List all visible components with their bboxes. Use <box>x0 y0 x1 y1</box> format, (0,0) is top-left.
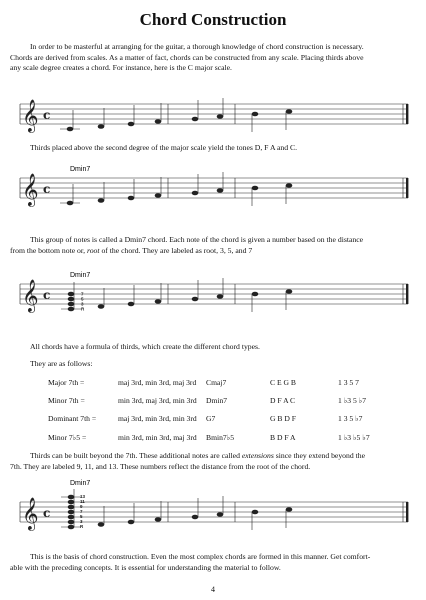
treble-clef-icon: 𝄞 <box>22 99 39 132</box>
interval-label: R <box>80 524 84 529</box>
intro-line-3: any scale degree creates a chord. For instance, here is the C major scale. <box>10 63 232 72</box>
scale-notes <box>98 496 293 530</box>
thirds-paragraph: Thirds placed above the second degree of the major scale yield the tones D, F A and C. <box>30 143 298 152</box>
scale-degrees: 1 3 5 7 <box>338 378 359 387</box>
chord-symbol: Dmin7 <box>206 396 228 405</box>
conclusion-line-1: This is the basis of chord construction. Even the most complex chords are formed in this manner. Get comfort- <box>30 552 371 561</box>
chord-type: Major 7th = <box>48 378 85 387</box>
chord-label-dmin7: Dmin7 <box>70 166 91 173</box>
staff-lines <box>20 178 408 198</box>
extensions-line-1 <box>30 451 365 460</box>
staff-dmin7-stacked <box>18 162 410 208</box>
interval-label: 11 <box>80 499 85 504</box>
dmin7-line-2 <box>10 246 252 255</box>
scale-degrees: 1 ♭3 5 ♭7 <box>338 396 367 405</box>
scale-notes <box>60 172 292 206</box>
intro-line-2: Chords are derived from scales. As a matter of fact, chords can be constructed from any scale. Placing thirds above <box>10 52 364 62</box>
common-time-icon: c <box>43 288 51 302</box>
interval-label: 9 <box>80 504 83 509</box>
thirds-formula: maj 3rd, min 3rd, min 3rd <box>118 414 197 423</box>
chord-notes: G B D F <box>270 414 296 423</box>
extensions-line-2: 7th. They are labeled 9, 11, and 13. These numbers reflect the distance from the root of the chord. <box>10 461 311 471</box>
interval-label: 3 <box>80 519 83 524</box>
interval-label: 13 <box>80 494 86 499</box>
chord-symbol: G7 <box>206 414 216 423</box>
chord-symbol: Cmaj7 <box>206 378 227 387</box>
scale-notes <box>60 98 292 132</box>
note-f <box>155 119 162 124</box>
chord-label-dmin7: Dmin7 <box>70 272 91 279</box>
common-time-icon: c <box>43 506 51 520</box>
chord-symbol: Bmin7♭5 <box>206 433 235 442</box>
page-number: 4 <box>211 585 215 594</box>
staff-lines <box>20 104 408 124</box>
chord-type: Minor 7♭5 = <box>48 433 87 442</box>
staff-dmin7-extensions <box>18 476 410 532</box>
thirds-formula: min 3rd, min 3rd, maj 3rd <box>118 433 197 442</box>
intro-line-1: In order to be masterful at arranging for the guitar, a thorough knowledge of chord construction is necessary. <box>30 42 364 51</box>
note-g <box>192 117 199 122</box>
scale-degrees: 1 3 5 ♭7 <box>338 414 363 423</box>
staff-lines <box>20 284 408 304</box>
chord-stack-dmin7 <box>61 282 81 311</box>
extensions-paragraph <box>10 451 414 472</box>
extensions-line-1a: Thirds can be built beyond the 7th. These additional notes are called <box>30 451 242 460</box>
interval-label: 5 <box>80 514 83 519</box>
treble-clef-icon: 𝄞 <box>22 173 39 206</box>
dmin7-line-2a: from the bottom note or, <box>10 245 87 255</box>
extensions-italic: extensions <box>241 451 274 460</box>
note-b <box>252 112 259 117</box>
conclusion-paragraph <box>10 552 414 573</box>
note-a <box>217 114 224 119</box>
dmin7-paragraph <box>10 235 414 256</box>
final-barline <box>406 104 408 124</box>
staff-lines <box>20 502 408 522</box>
common-time-icon: c <box>43 182 51 196</box>
chord-notes: B D F A <box>270 433 296 442</box>
scale-notes <box>98 278 293 312</box>
chord-notes: C E G B <box>270 378 296 387</box>
as-follows-paragraph: They are as follows: <box>30 359 93 368</box>
interval-label: 7 <box>80 509 83 514</box>
treble-clef-icon: 𝄞 <box>22 279 39 312</box>
chord-type: Minor 7th = <box>48 396 85 405</box>
dmin7-line-1: This group of notes is called a Dmin7 chord. Each note of the chord is given a number based on the distance <box>30 235 364 244</box>
note-c <box>67 127 74 132</box>
interval-label: R <box>81 306 85 312</box>
page-title: Chord Construction <box>139 10 287 29</box>
note-c-high <box>286 109 293 114</box>
thirds-formula: maj 3rd, min 3rd, maj 3rd <box>118 378 197 387</box>
chord-stack-extended <box>61 489 81 529</box>
note-d <box>98 124 105 129</box>
conclusion-line-2: able with the preceding concepts. It is essential for understanding the material to follow. <box>10 562 281 572</box>
intro-paragraph <box>10 42 414 74</box>
interval-label: 5 <box>81 296 84 302</box>
formula-paragraph: All chords have a formula of thirds, which create the different chord types. <box>30 342 260 351</box>
chord-type: Dominant 7th = <box>48 414 97 423</box>
chord-label-dmin7: Dmin7 <box>70 480 91 487</box>
staff-c-major-scale <box>18 92 410 134</box>
treble-clef-icon: 𝄞 <box>22 497 39 530</box>
scale-degrees: 1 ♭3 ♭5 ♭7 <box>338 433 370 442</box>
root-italic: root <box>86 245 100 255</box>
thirds-formula: min 3rd, maj 3rd, min 3rd <box>118 396 197 405</box>
note-e <box>128 122 135 127</box>
interval-label: 3 <box>81 301 84 307</box>
extensions-line-1b: since they extend beyond the <box>273 451 366 460</box>
chord-notes: D F A C <box>270 396 296 405</box>
dmin7-line-2b: of the chord. They are labeled as root, 3, 5, and 7 <box>99 245 253 255</box>
interval-label: 7 <box>81 291 84 297</box>
common-time-icon: c <box>43 108 51 122</box>
staff-dmin7-labeled <box>18 268 410 314</box>
